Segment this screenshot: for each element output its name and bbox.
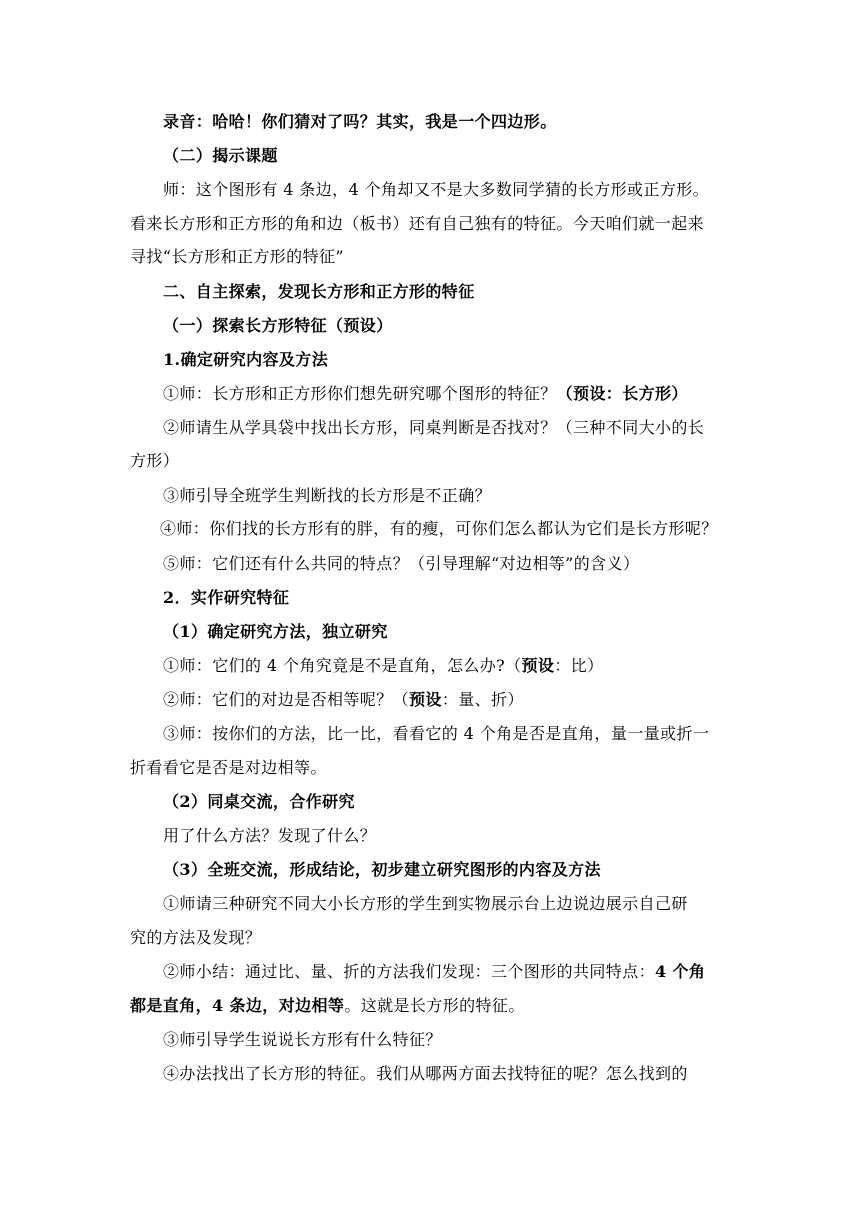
- text-run: 方形）: [130, 451, 180, 470]
- text-run: ①师：它们的 4 个角究竟是不是直角，怎么办?（: [163, 656, 522, 675]
- text-run: ①师：长方形和正方形你们想先研究哪个图形的特征？: [163, 384, 557, 403]
- text-line: [0, 418, 860, 438]
- text-line: [0, 1064, 860, 1084]
- text-line: [0, 996, 860, 1016]
- text-line: [0, 962, 860, 982]
- text-line: [0, 214, 860, 234]
- text-run: ⑤师：它们还有什么共同的特点？（引导理解“对边相等”的含义）: [163, 554, 640, 573]
- subsection-heading: [0, 316, 860, 336]
- text-line: [0, 1030, 860, 1050]
- text-line: [0, 486, 860, 506]
- text-run: （一）探索长方形特征（预设）: [163, 316, 393, 335]
- subsection-heading: [0, 350, 860, 370]
- text-line: [0, 451, 860, 471]
- text-run: 用了什么方法？发现了什么？: [163, 826, 377, 845]
- text-run-bold: （预设：长方形）: [556, 384, 688, 403]
- text-run: ②师小结：通过比、量、折的方法我们发现：三个图形的共同特点：: [163, 962, 656, 981]
- text-run: 二、自主探索，发现长方形和正方形的特征: [163, 282, 475, 301]
- text-run-bold: 预设: [409, 690, 442, 709]
- text-run: ④师：你们找的长方形有的胖，有的瘦，可你们怎么都认为它们是长方形呢？: [160, 519, 718, 538]
- text-run: 寻找“长方形和正方形的特征”: [130, 247, 344, 266]
- text-run: 看来长方形和正方形的角和边（板书）还有自己独有的特征。今天咱们就一起来: [130, 214, 705, 233]
- text-run: ②师：它们的对边是否相等呢？（: [163, 690, 410, 709]
- text-line: [0, 384, 860, 404]
- text-line: [0, 928, 860, 948]
- text-run: 折看看它是否是对边相等。: [130, 758, 327, 777]
- text-run: 2．实作研究特征: [163, 588, 290, 607]
- text-run: （2）同桌交流，合作研究: [163, 792, 355, 811]
- text-run: ③师引导学生说说长方形有什么特征？: [163, 1030, 442, 1049]
- text-line: [0, 826, 860, 846]
- text-run-bold: 预设: [521, 656, 555, 675]
- text-line: [0, 180, 860, 200]
- text-line: [0, 247, 860, 267]
- text-line: [0, 554, 860, 574]
- subsection-heading: [0, 622, 860, 642]
- text-run: ③师：按你们的方法，比一比，看看它的 4 个角是否是直角，量一量或折一: [163, 724, 710, 743]
- text-line: [0, 894, 860, 914]
- section-heading: [0, 282, 860, 302]
- text-line: [0, 519, 860, 539]
- text-run: （1）确定研究方法，独立研究: [163, 622, 388, 641]
- text-line: [0, 724, 860, 744]
- text-run-bold: 都是直角，4 条边，对边相等: [130, 996, 345, 1015]
- subsection-heading: [0, 792, 860, 812]
- text-run: （二）揭示课题: [163, 146, 278, 165]
- text-run: ：比）: [554, 656, 604, 675]
- text-line: [0, 112, 860, 132]
- text-run-bold: 4 个角: [655, 962, 706, 981]
- text-line: [0, 758, 860, 778]
- text-run: 。这就是长方形的特征。: [344, 996, 525, 1015]
- text-run: ①师请三种研究不同大小长方形的学生到实物展示台上边说边展示自己研: [163, 894, 688, 913]
- text-line: [0, 656, 860, 676]
- subsection-heading: [0, 860, 860, 880]
- text-run: ③师引导全班学生判断找的长方形是不正确？: [163, 486, 492, 505]
- text-run: 师：这个图形有 4 条边，4 个角却又不是大多数同学猜的长方形或正方形。: [163, 180, 710, 199]
- subsection-heading: [0, 588, 860, 608]
- text-run: ④办法找出了长方形的特征。我们从哪两方面去找特征的呢？怎么找到的: [163, 1064, 688, 1083]
- text-run: 究的方法及发现？: [130, 928, 262, 947]
- text-run: （3）全班交流，形成结论，初步建立研究图形的内容及方法: [163, 860, 601, 879]
- section-heading: [0, 146, 860, 166]
- text-line: [0, 690, 860, 710]
- text-run: ②师请生从学具袋中找出长方形，同桌判断是否找对？（三种不同大小的长: [163, 418, 705, 437]
- text-run: 录音：哈哈！你们猜对了吗？其实，我是一个四边形。: [163, 112, 557, 131]
- text-run: ：量、折）: [441, 690, 524, 709]
- text-run: 1.确定研究内容及方法: [163, 350, 329, 369]
